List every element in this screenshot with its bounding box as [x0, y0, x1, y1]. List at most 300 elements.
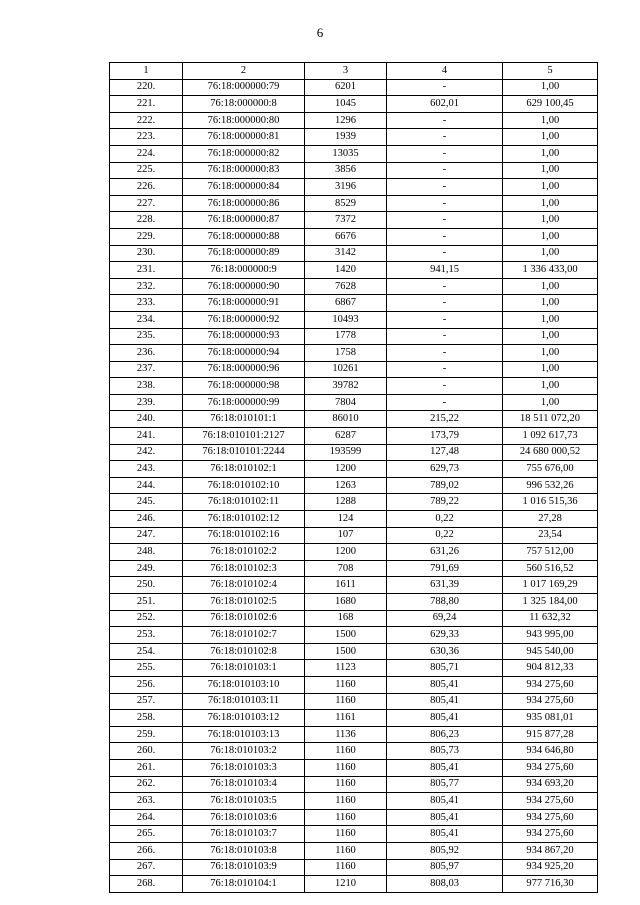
specific-value-cell: 127,48	[387, 444, 503, 461]
specific-value-cell: 173,79	[387, 428, 503, 445]
specific-value-cell: 805,41	[387, 809, 503, 826]
table-row	[110, 179, 598, 196]
table-row	[110, 560, 598, 577]
cadastral-number-cell: 76:18:010103:2	[183, 743, 305, 760]
table-row	[110, 710, 598, 727]
specific-value-cell: 805,41	[387, 693, 503, 710]
area-cell: 13035	[305, 145, 387, 162]
cadastral-number-cell: 76:18:010102:1	[183, 461, 305, 478]
row-number-cell: 248.	[110, 544, 183, 561]
row-number-cell: 222.	[110, 112, 183, 129]
table-row	[110, 610, 598, 627]
table-row	[110, 112, 598, 129]
area-cell: 1680	[305, 594, 387, 611]
table-row	[110, 776, 598, 793]
cadastral-number-cell: 76:18:010104:1	[183, 876, 305, 893]
area-cell: 1200	[305, 544, 387, 561]
cadastral-value-cell: 755 676,00	[503, 461, 598, 478]
cadastral-number-cell: 76:18:010103:5	[183, 793, 305, 810]
area-cell: 6287	[305, 428, 387, 445]
row-number-cell: 228.	[110, 212, 183, 229]
table-row	[110, 693, 598, 710]
cadastral-value-cell: 1,00	[503, 361, 598, 378]
table-row	[110, 461, 598, 478]
cadastral-value-cell: 1 016 515,36	[503, 494, 598, 511]
area-cell: 1160	[305, 859, 387, 876]
row-number-cell: 240.	[110, 411, 183, 428]
cadastral-number-cell: 76:18:010102:3	[183, 560, 305, 577]
row-number-cell: 268.	[110, 876, 183, 893]
area-cell: 1778	[305, 328, 387, 345]
row-number-cell: 243.	[110, 461, 183, 478]
table-row	[110, 859, 598, 876]
specific-value-cell: 788,80	[387, 594, 503, 611]
cadastral-value-cell: 1,00	[503, 129, 598, 146]
cadastral-value-cell: 1 017 169,29	[503, 577, 598, 594]
row-number-cell: 221.	[110, 96, 183, 113]
cadastral-number-cell: 76:18:010103:10	[183, 676, 305, 693]
area-cell: 1045	[305, 96, 387, 113]
cadastral-number-cell: 76:18:000000:96	[183, 361, 305, 378]
row-number-cell: 247.	[110, 527, 183, 544]
table-row	[110, 394, 598, 411]
cadastral-value-cell: 18 511 072,20	[503, 411, 598, 428]
row-number-cell: 253.	[110, 627, 183, 644]
cadastral-value-cell: 934 275,60	[503, 826, 598, 843]
cadastral-number-cell: 76:18:010102:12	[183, 511, 305, 528]
table-row	[110, 278, 598, 295]
cadastral-value-cell: 1 325 184,00	[503, 594, 598, 611]
area-cell: 1161	[305, 710, 387, 727]
row-number-cell: 223.	[110, 129, 183, 146]
cadastral-number-cell: 76:18:000000:8	[183, 96, 305, 113]
table-row	[110, 295, 598, 312]
row-number-cell: 251.	[110, 594, 183, 611]
row-number-cell: 255.	[110, 660, 183, 677]
table-row	[110, 676, 598, 693]
cadastral-value-cell: 934 867,20	[503, 842, 598, 859]
table-row	[110, 660, 598, 677]
row-number-cell: 264.	[110, 809, 183, 826]
cadastral-value-cell: 1,00	[503, 212, 598, 229]
specific-value-cell: -	[387, 195, 503, 212]
row-number-cell: 257.	[110, 693, 183, 710]
cadastral-number-cell: 76:18:000000:86	[183, 195, 305, 212]
table-row	[110, 195, 598, 212]
table-row	[110, 428, 598, 445]
cadastral-value-cell: 1,00	[503, 179, 598, 196]
specific-value-cell: -	[387, 212, 503, 229]
cadastral-value-cell: 1 336 433,00	[503, 262, 598, 279]
specific-value-cell: 0,22	[387, 527, 503, 544]
table-row	[110, 129, 598, 146]
table-row	[110, 842, 598, 859]
area-cell: 1160	[305, 793, 387, 810]
cadastral-number-cell: 76:18:010103:11	[183, 693, 305, 710]
table-row	[110, 643, 598, 660]
cadastral-number-cell: 76:18:010102:10	[183, 477, 305, 494]
row-number-cell: 224.	[110, 145, 183, 162]
cadastral-number-cell: 76:18:010101:1	[183, 411, 305, 428]
row-number-cell: 245.	[110, 494, 183, 511]
cadastral-number-cell: 76:18:010103:9	[183, 859, 305, 876]
specific-value-cell: -	[387, 129, 503, 146]
specific-value-cell: 805,41	[387, 759, 503, 776]
row-number-cell: 225.	[110, 162, 183, 179]
area-cell: 1263	[305, 477, 387, 494]
table-row	[110, 311, 598, 328]
specific-value-cell: 791,69	[387, 560, 503, 577]
specific-value-cell: 215,22	[387, 411, 503, 428]
area-cell: 6676	[305, 228, 387, 245]
table-body	[110, 79, 598, 892]
table-row	[110, 876, 598, 893]
row-number-cell: 231.	[110, 262, 183, 279]
table-row	[110, 145, 598, 162]
row-number-cell: 229.	[110, 228, 183, 245]
row-number-cell: 259.	[110, 726, 183, 743]
specific-value-cell: 805,41	[387, 793, 503, 810]
cadastral-value-cell: 1,00	[503, 145, 598, 162]
cadastral-number-cell: 76:18:010102:2	[183, 544, 305, 561]
area-cell: 708	[305, 560, 387, 577]
cadastral-value-cell: 934 693,20	[503, 776, 598, 793]
row-number-cell: 236.	[110, 345, 183, 362]
cadastral-number-cell: 76:18:000000:98	[183, 378, 305, 395]
area-cell: 7628	[305, 278, 387, 295]
area-cell: 10261	[305, 361, 387, 378]
row-number-cell: 241.	[110, 428, 183, 445]
cadastral-value-cell: 1,00	[503, 112, 598, 129]
cadastral-number-cell: 76:18:010102:6	[183, 610, 305, 627]
row-number-cell: 230.	[110, 245, 183, 262]
cadastral-number-cell: 76:18:010103:7	[183, 826, 305, 843]
cadastral-value-cell: 934 275,60	[503, 693, 598, 710]
area-cell: 3856	[305, 162, 387, 179]
row-number-cell: 265.	[110, 826, 183, 843]
area-cell: 1123	[305, 660, 387, 677]
specific-value-cell: -	[387, 162, 503, 179]
table-row	[110, 212, 598, 229]
row-number-cell: 232.	[110, 278, 183, 295]
specific-value-cell: -	[387, 245, 503, 262]
area-cell: 1160	[305, 809, 387, 826]
table-row	[110, 477, 598, 494]
cadastral-number-cell: 76:18:010101:2244	[183, 444, 305, 461]
cadastral-value-cell: 934 275,60	[503, 676, 598, 693]
cadastral-value-table	[109, 62, 598, 893]
cadastral-value-cell: 24 680 000,52	[503, 444, 598, 461]
column-header-4: 4	[387, 63, 503, 80]
table-row	[110, 544, 598, 561]
area-cell: 1200	[305, 461, 387, 478]
row-number-cell: 250.	[110, 577, 183, 594]
row-number-cell: 233.	[110, 295, 183, 312]
cadastral-number-cell: 76:18:000000:81	[183, 129, 305, 146]
row-number-cell: 220.	[110, 79, 183, 96]
cadastral-number-cell: 76:18:000000:91	[183, 295, 305, 312]
table-row	[110, 627, 598, 644]
cadastral-number-cell: 76:18:000000:9	[183, 262, 305, 279]
area-cell: 1136	[305, 726, 387, 743]
cadastral-number-cell: 76:18:010103:13	[183, 726, 305, 743]
cadastral-value-cell: 1,00	[503, 295, 598, 312]
cadastral-number-cell: 76:18:000000:99	[183, 394, 305, 411]
cadastral-value-cell: 1,00	[503, 228, 598, 245]
cadastral-number-cell: 76:18:000000:87	[183, 212, 305, 229]
specific-value-cell: -	[387, 345, 503, 362]
row-number-cell: 260.	[110, 743, 183, 760]
table-row	[110, 79, 598, 96]
row-number-cell: 262.	[110, 776, 183, 793]
table-row	[110, 793, 598, 810]
specific-value-cell: 631,26	[387, 544, 503, 561]
area-cell: 107	[305, 527, 387, 544]
cadastral-value-cell: 23,54	[503, 527, 598, 544]
specific-value-cell: 806,23	[387, 726, 503, 743]
cadastral-value-cell: 629 100,45	[503, 96, 598, 113]
cadastral-value-cell: 934 275,60	[503, 759, 598, 776]
column-header-5: 5	[503, 63, 598, 80]
table-row	[110, 826, 598, 843]
specific-value-cell: -	[387, 378, 503, 395]
cadastral-value-cell: 757 512,00	[503, 544, 598, 561]
specific-value-cell: -	[387, 361, 503, 378]
column-header-2: 2	[183, 63, 305, 80]
row-number-cell: 261.	[110, 759, 183, 776]
area-cell: 193599	[305, 444, 387, 461]
area-cell: 1500	[305, 627, 387, 644]
cadastral-value-cell: 934 646,80	[503, 743, 598, 760]
area-cell: 1160	[305, 826, 387, 843]
cadastral-number-cell: 76:18:010102:5	[183, 594, 305, 611]
table-row	[110, 759, 598, 776]
row-number-cell: 234.	[110, 311, 183, 328]
cadastral-number-cell: 76:18:000000:88	[183, 228, 305, 245]
cadastral-value-cell: 934 275,60	[503, 809, 598, 826]
row-number-cell: 256.	[110, 676, 183, 693]
area-cell: 39782	[305, 378, 387, 395]
table-row	[110, 594, 598, 611]
cadastral-number-cell: 76:18:010103:3	[183, 759, 305, 776]
cadastral-number-cell: 76:18:010102:7	[183, 627, 305, 644]
cadastral-value-cell: 1,00	[503, 79, 598, 96]
area-cell: 7804	[305, 394, 387, 411]
specific-value-cell: -	[387, 328, 503, 345]
row-number-cell: 239.	[110, 394, 183, 411]
table-row	[110, 262, 598, 279]
cadastral-value-cell: 1 092 617,73	[503, 428, 598, 445]
row-number-cell: 226.	[110, 179, 183, 196]
cadastral-number-cell: 76:18:000000:89	[183, 245, 305, 262]
cadastral-number-cell: 76:18:010102:11	[183, 494, 305, 511]
cadastral-value-cell: 560 516,52	[503, 560, 598, 577]
cadastral-value-cell: 904 812,33	[503, 660, 598, 677]
table-row	[110, 511, 598, 528]
cadastral-value-cell: 1,00	[503, 328, 598, 345]
specific-value-cell: -	[387, 112, 503, 129]
area-cell: 3142	[305, 245, 387, 262]
area-cell: 1296	[305, 112, 387, 129]
specific-value-cell: 629,73	[387, 461, 503, 478]
table-row	[110, 228, 598, 245]
row-number-cell: 227.	[110, 195, 183, 212]
table-row	[110, 162, 598, 179]
area-cell: 1420	[305, 262, 387, 279]
area-cell: 6201	[305, 79, 387, 96]
specific-value-cell: 805,97	[387, 859, 503, 876]
cadastral-number-cell: 76:18:000000:94	[183, 345, 305, 362]
table-row	[110, 378, 598, 395]
cadastral-value-cell: 1,00	[503, 345, 598, 362]
cadastral-value-cell: 1,00	[503, 394, 598, 411]
cadastral-value-cell: 935 081,01	[503, 710, 598, 727]
row-number-cell: 249.	[110, 560, 183, 577]
area-cell: 1160	[305, 693, 387, 710]
specific-value-cell: 805,92	[387, 842, 503, 859]
specific-value-cell: 941,15	[387, 262, 503, 279]
specific-value-cell: 631,39	[387, 577, 503, 594]
row-number-cell: 267.	[110, 859, 183, 876]
area-cell: 8529	[305, 195, 387, 212]
cadastral-number-cell: 76:18:010103:6	[183, 809, 305, 826]
cadastral-number-cell: 76:18:010101:2127	[183, 428, 305, 445]
area-cell: 1160	[305, 776, 387, 793]
area-cell: 1160	[305, 676, 387, 693]
area-cell: 3196	[305, 179, 387, 196]
table-row	[110, 809, 598, 826]
cadastral-number-cell: 76:18:000000:83	[183, 162, 305, 179]
specific-value-cell: -	[387, 79, 503, 96]
row-number-cell: 238.	[110, 378, 183, 395]
row-number-cell: 237.	[110, 361, 183, 378]
specific-value-cell: 805,73	[387, 743, 503, 760]
table-row	[110, 494, 598, 511]
cadastral-value-cell: 943 995,00	[503, 627, 598, 644]
cadastral-value-cell: 945 540,00	[503, 643, 598, 660]
area-cell: 1160	[305, 842, 387, 859]
specific-value-cell: 602,01	[387, 96, 503, 113]
cadastral-number-cell: 76:18:010102:8	[183, 643, 305, 660]
table-row	[110, 328, 598, 345]
table-row	[110, 411, 598, 428]
cadastral-value-cell: 1,00	[503, 195, 598, 212]
row-number-cell: 252.	[110, 610, 183, 627]
cadastral-value-cell: 1,00	[503, 278, 598, 295]
area-cell: 1160	[305, 759, 387, 776]
specific-value-cell: 805,41	[387, 710, 503, 727]
specific-value-cell: 69,24	[387, 610, 503, 627]
cadastral-number-cell: 76:18:010103:1	[183, 660, 305, 677]
cadastral-value-cell: 1,00	[503, 378, 598, 395]
specific-value-cell: 805,41	[387, 676, 503, 693]
cadastral-value-cell: 934 925,20	[503, 859, 598, 876]
specific-value-cell: 808,03	[387, 876, 503, 893]
cadastral-number-cell: 76:18:010102:4	[183, 577, 305, 594]
cadastral-value-cell: 915 877,28	[503, 726, 598, 743]
cadastral-value-cell: 977 716,30	[503, 876, 598, 893]
specific-value-cell: 630,36	[387, 643, 503, 660]
cadastral-number-cell: 76:18:000000:80	[183, 112, 305, 129]
specific-value-cell: -	[387, 228, 503, 245]
cadastral-number-cell: 76:18:010102:16	[183, 527, 305, 544]
table-row	[110, 96, 598, 113]
table-header-row	[110, 63, 598, 80]
table-row	[110, 743, 598, 760]
column-header-1: 1	[110, 63, 183, 80]
cadastral-value-cell: 1,00	[503, 311, 598, 328]
table-row	[110, 245, 598, 262]
cadastral-value-cell: 996 532,26	[503, 477, 598, 494]
area-cell: 1611	[305, 577, 387, 594]
cadastral-number-cell: 76:18:010103:4	[183, 776, 305, 793]
specific-value-cell: 805,77	[387, 776, 503, 793]
area-cell: 6867	[305, 295, 387, 312]
area-cell: 1210	[305, 876, 387, 893]
row-number-cell: 242.	[110, 444, 183, 461]
cadastral-number-cell: 76:18:000000:92	[183, 311, 305, 328]
cadastral-number-cell: 76:18:000000:93	[183, 328, 305, 345]
cadastral-number-cell: 76:18:000000:82	[183, 145, 305, 162]
row-number-cell: 235.	[110, 328, 183, 345]
cadastral-value-cell: 934 275,60	[503, 793, 598, 810]
cadastral-number-cell: 76:18:000000:90	[183, 278, 305, 295]
specific-value-cell: -	[387, 295, 503, 312]
row-number-cell: 258.	[110, 710, 183, 727]
cadastral-number-cell: 76:18:000000:84	[183, 179, 305, 196]
table-row	[110, 345, 598, 362]
page-number: 6	[316, 25, 324, 40]
cadastral-value-cell: 1,00	[503, 245, 598, 262]
area-cell: 1500	[305, 643, 387, 660]
area-cell: 124	[305, 511, 387, 528]
area-cell: 1160	[305, 743, 387, 760]
table-row	[110, 726, 598, 743]
cadastral-value-cell: 11 632,32	[503, 610, 598, 627]
cadastral-number-cell: 76:18:000000:79	[183, 79, 305, 96]
row-number-cell: 266.	[110, 842, 183, 859]
specific-value-cell: -	[387, 278, 503, 295]
area-cell: 1758	[305, 345, 387, 362]
row-number-cell: 244.	[110, 477, 183, 494]
table-row	[110, 444, 598, 461]
specific-value-cell: 789,22	[387, 494, 503, 511]
specific-value-cell: 629,33	[387, 627, 503, 644]
row-number-cell: 246.	[110, 511, 183, 528]
specific-value-cell: 805,71	[387, 660, 503, 677]
area-cell: 1288	[305, 494, 387, 511]
cadastral-number-cell: 76:18:010103:12	[183, 710, 305, 727]
cadastral-value-cell: 1,00	[503, 162, 598, 179]
area-cell: 7372	[305, 212, 387, 229]
table-row	[110, 527, 598, 544]
specific-value-cell: 789,02	[387, 477, 503, 494]
area-cell: 1939	[305, 129, 387, 146]
cadastral-number-cell: 76:18:010103:8	[183, 842, 305, 859]
specific-value-cell: -	[387, 311, 503, 328]
area-cell: 10493	[305, 311, 387, 328]
specific-value-cell: 805,41	[387, 826, 503, 843]
row-number-cell: 254.	[110, 643, 183, 660]
table-row	[110, 361, 598, 378]
table-row	[110, 577, 598, 594]
specific-value-cell: -	[387, 179, 503, 196]
specific-value-cell: -	[387, 394, 503, 411]
specific-value-cell: 0,22	[387, 511, 503, 528]
area-cell: 168	[305, 610, 387, 627]
cadastral-value-cell: 27,28	[503, 511, 598, 528]
row-number-cell: 263.	[110, 793, 183, 810]
